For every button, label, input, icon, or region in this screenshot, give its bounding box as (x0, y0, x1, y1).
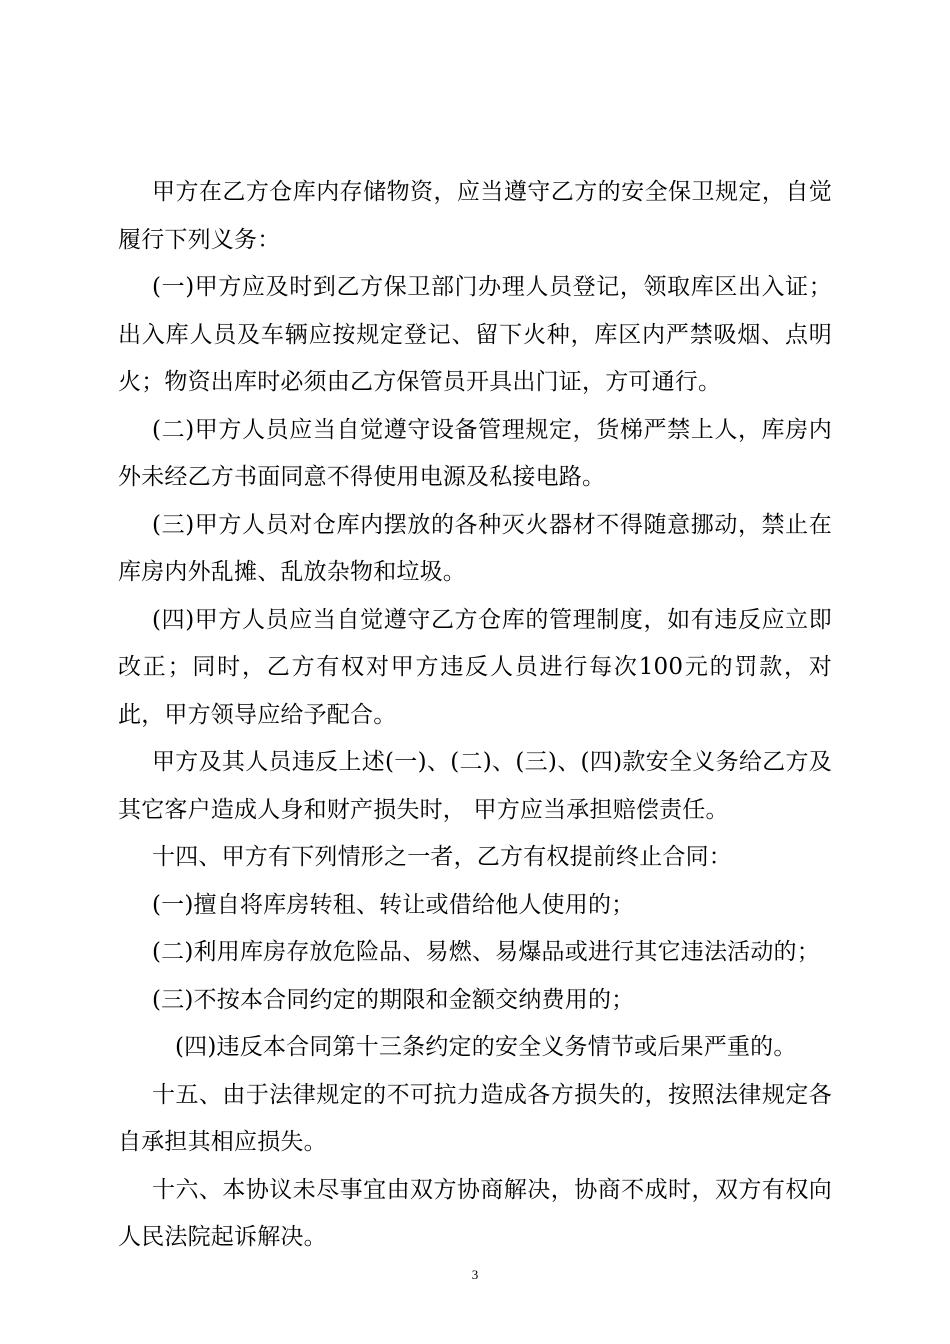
paragraph-item-3-fire-equipment: (三)甲方人员对仓库内摆放的各种灭火器材不得随意挪动，禁止在库房内外乱摊、乱放杂物和垃圾。 (118, 511, 832, 585)
page-number: 3 (471, 1267, 479, 1282)
paragraph-security-obligations: 甲方在乙方仓库内存储物资，应当遵守乙方的安全保卫规定，自觉履行下列义务： (118, 179, 832, 253)
paragraph-item-4-management: (四)甲方人员应当自觉遵守乙方仓库的管理制度，如有违反应立即改正；同时，乙方有权对甲方违反人员进行每次100元的罚款，对此，甲方领导应给予配合。 (118, 606, 832, 728)
paragraph-clause-14-item-3: (三)不按本合同约定的期限和金额交纳费用的； (152, 986, 635, 1013)
paragraph-clause-14-item-1: (一)擅自将库房转租、转让或借给他人使用的； (152, 891, 635, 918)
document-body (118, 169, 832, 1262)
paragraph-clause-14: 十四、甲方有下列情形之一者，乙方有权提前终止合同： (152, 844, 732, 870)
paragraph-clause-15: 十五、由于法律规定的不可抗力造成各方损失的，按照法律规定各自承担其相应损失。 (118, 1081, 832, 1155)
paragraph-item-1-registration: (一)甲方应及时到乙方保卫部门办理人员登记，领取库区出入证；出入库人员及车辆应按规定登记、留下火种，库区内严禁吸烟、点明火；物资出库时必须由乙方保管员开具出门证，方可通行。 (118, 274, 832, 395)
paragraph-clause-16: 十六、本协议未尽事宜由双方协商解决，协商不成时，双方有权向人民法院起诉解决。 (118, 1176, 832, 1250)
paragraph-clause-14-item-4: (四)违反本合同第十三条约定的安全义务情节或后果严重的。 (175, 1034, 797, 1060)
paragraph-liability: 甲方及其人员违反上述(一)、(二)、(三)、(四)款安全义务给乙方及其它客户造成人身和财产损失时， 甲方应当承担赔偿责任。 (118, 749, 832, 823)
paragraph-item-2-equipment: (二)甲方人员应当自觉遵守设备管理规定，货梯严禁上人，库房内外未经乙方书面同意不得使用电源及私接电路。 (118, 416, 832, 490)
paragraph-clause-14-item-2: (二)利用库房存放危险品、易燃、易爆品或进行其它违法活动的； (152, 939, 820, 965)
